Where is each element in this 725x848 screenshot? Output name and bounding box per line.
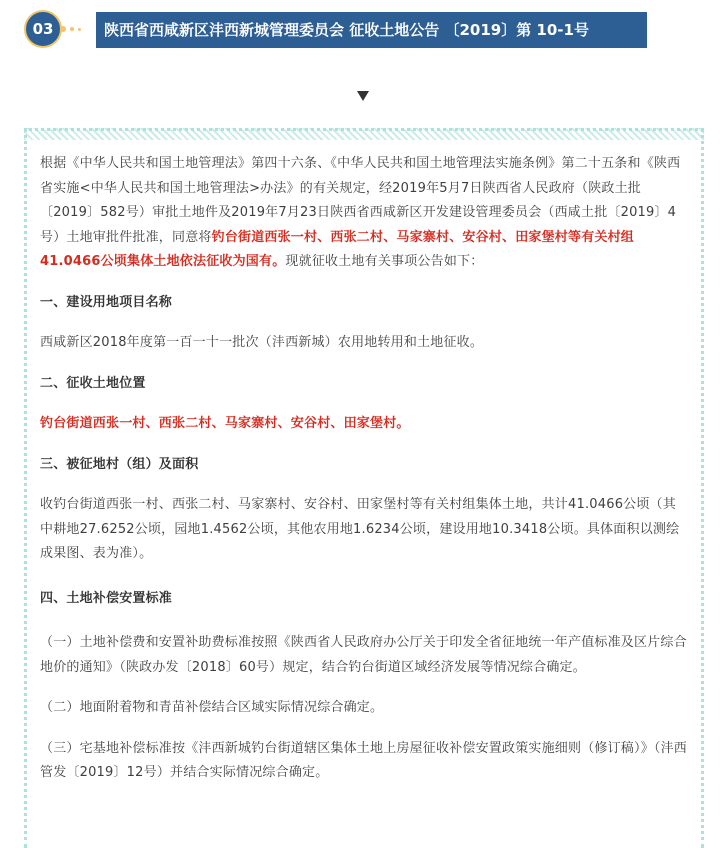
section-4-heading: 四、土地补偿安置标准 [40,590,173,606]
section-4-item-3: （三）宅基地补偿标准按《沣西新城钓台街道辖区集体土地上房屋征收补偿安置政策实施细则（修订稿）》（沣西管发〔2019〕12号）并结合实际情况综合确定。 [40,740,688,780]
section-3-text: 收钓台街道西张一村、西张二村、马家寨村、安谷村、田家堡村等有关村组集体土地，共计41.0466公顷（其中耕地27.6252公顷，园地1.4562公顷，其他农用地1.6234公顷，建设用地10.3418公顷。具体面积以测绘成果图、表为准）。 [40,497,680,561]
intro-paragraph: 根据《中华人民共和国土地管理法》第四十六条、《中华人民共和国土地管理法实施条例》第二十五条和《陕西省实施<中华人民共和国土地管理法>办法》的有关规定，经2019年5月7日陕西省人民政府（陕政土批〔2019〕582号）审批土地件及2019年7月23日陕西省西咸新区开发建设管理委员会（西咸土批〔2019〕4号）土地审批件批准，同意将钓台街道西张一村、西张二村、马家寨村、安谷村、田家堡村等有关村组41.0466公顷集体土地依法征收为国有。现就征收土地有关事项公告如下： [40,156,681,269]
section-1-text: 西咸新区2018年度第一百一十一批次（沣西新城）农用地转用和土地征收。 [40,335,484,350]
section-2-heading: 二、征收土地位置 [40,375,146,391]
section-4-item-1: （一）土地补偿费和安置补助费标准按照《陕西省人民政府办公厅关于印发全省征地统一年产值标准及区片综合地价的通知》（陕政办发〔2018〕60号）规定，结合钓台街道区域经济发展等情况综合确定。 [40,635,687,675]
section-4-item-2: （二）地面附着物和青苗补偿结合区域实际情况综合确定。 [40,700,384,715]
section-3-heading: 三、被征地村（组）及面积 [40,456,199,472]
section-2-text: 钓台街道西张一村、西张二村、马家寨村、安谷村、田家堡村。 [40,416,410,431]
section-header [24,10,624,50]
notice-title: 陕西省西咸新区沣西新城管理委员会 征收土地公告 〔2019〕第 10-1号 [96,12,647,48]
notice-body [40,152,688,786]
section-number-badge: 03 [24,10,62,48]
down-arrow-icon [357,91,369,101]
section-1-heading: 一、建设用地项目名称 [40,294,173,310]
badge-dots-decoration [60,24,88,34]
intro-highlight: 钓台街道西张一村、西张二村、马家寨村、安谷村、田家堡村等有关村组41.0466公顷集体土地依法征收为国有。 [40,229,635,269]
